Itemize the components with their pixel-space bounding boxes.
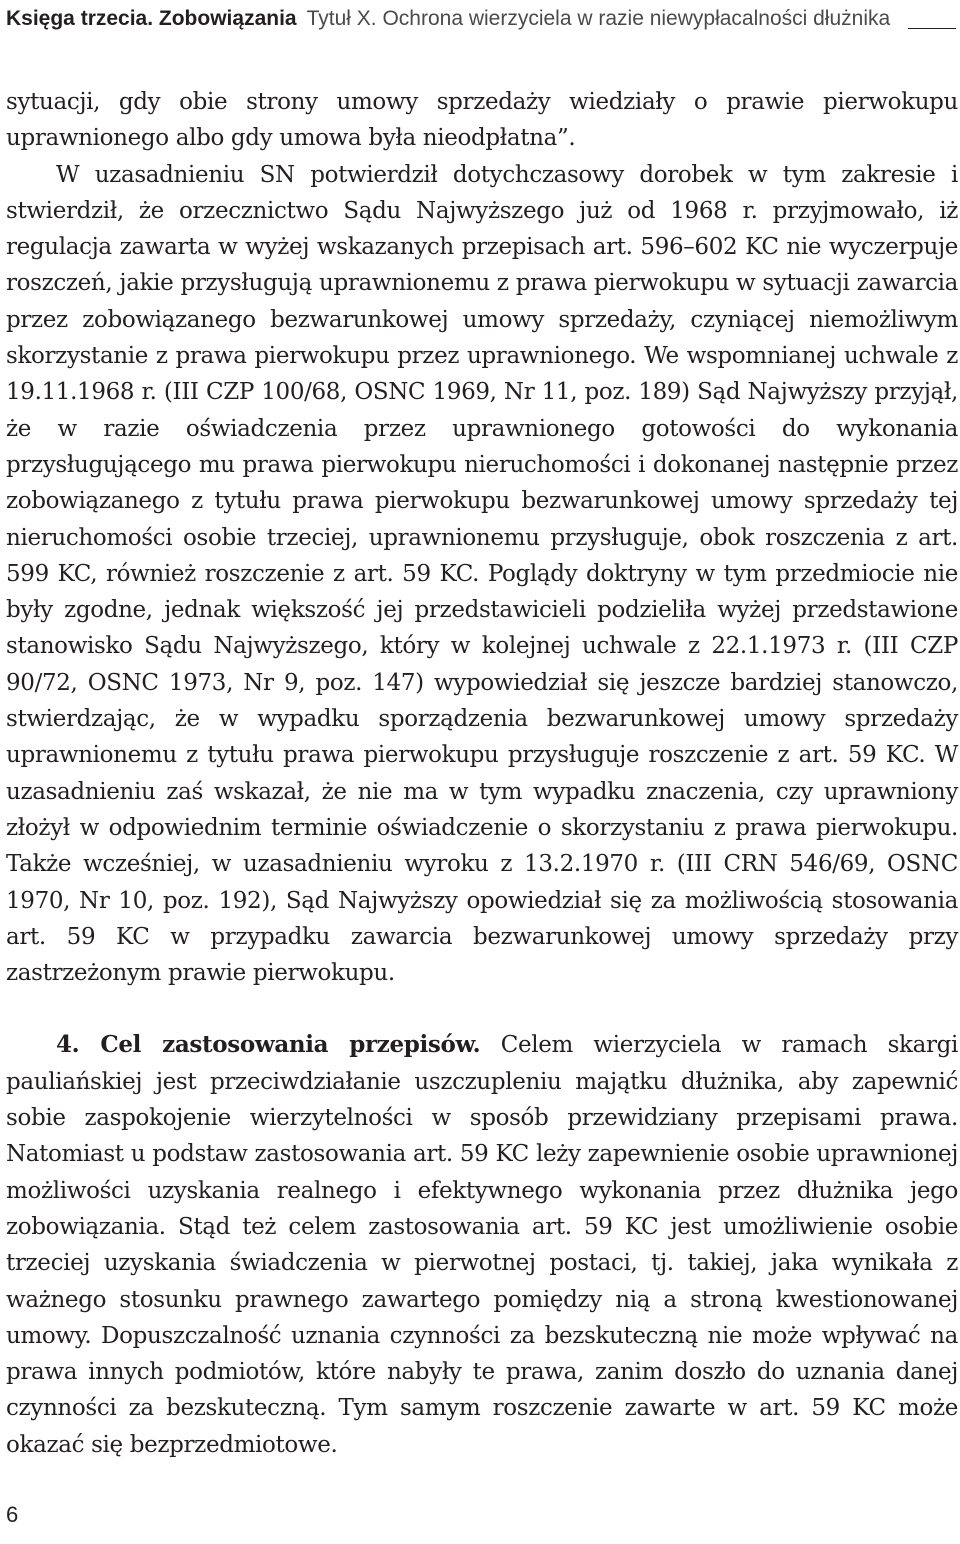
section-4-title: 4. Cel zastosowania przepisów.	[56, 1031, 481, 1059]
running-head-rule	[908, 28, 956, 29]
running-head-book: Księga trzecia. Zobowiązania	[6, 7, 297, 30]
running-head	[6, 2, 956, 36]
section-4-text: Celem wierzyciela w ramach skargi pauliańskiej jest przeciwdziałanie uszczupleniu majątku dłużnika, aby zapewnić sobie zaspokojenie wierzytelności w sposób przewidziany przepisami prawa. Natomiast u podstaw zastosowania art. 59 KC leży zapewnienie osobie uprawnionej możliwości uzyskania realnego i efektywnego wykonania przez dłużnika jego zobowiązania. Stąd też celem zastosowania art. 59 KC jest umożliwienie osobie trzeciej uzyskania świadczenia w pierwotnej postaci, tj. takiej, jaka wynikała z ważnego stosunku prawnego zawartego pomiędzy nią a stroną kwestionowanej umowy. Dopuszczalność uznania czynności za bezskuteczną nie może wpływać na prawa innych podmiotów, które nabyły te prawa, zanim doszło do uznania danej czynności za bezskuteczną. Tym samym roszczenie zawarte w art. 59 KC może okazać się bezprzedmiotowe.	[6, 1032, 959, 1458]
paragraph-continuation: sytuacji, gdy obie strony umowy sprzedaży wiedziały o prawie pierwokupu uprawnionego albo gdy umowa była nieodpłatna”.	[6, 89, 958, 152]
running-head-title: Tytuł X. Ochrona wierzyciela w razie niewypłacalności dłużnika	[306, 7, 891, 30]
page-body	[6, 84, 958, 1463]
paragraph-sn-reasoning: W uzasadnieniu SN potwierdził dotychczasowy dorobek w tym zakresie i stwierdził, że orzecznictwo Sądu Najwyższego już od 1968 r. przyjmowało, iż regulacja zawarta w wyżej wskazanych przepisach art. 596–602 KC nie wyczerpuje roszczeń, jakie przysługują uprawnionemu z prawa pierwokupu w sytuacji zawarcia przez zobowiązanego bezwarunkowej umowy sprzedaży, czyniącej niemożliwym skorzystanie z prawa pierwokupu przez uprawnionego. We wspomnianej uchwale z 19.11.1968 r. (III CZP 100/68, OSNC 1969, Nr 11, poz. 189) Sąd Najwyższy przyjął, że w razie oświadczenia przez uprawnionego gotowości do wykonania przysługującego mu prawa pierwokupu nieruchomości i dokonanej następnie przez zobowiązanego z tytułu prawa pierwokupu bezwarunkowej umowy sprzedaży tej nieruchomości osobie trzeciej, uprawnionemu przysługuje, obok roszczenia z art. 599 KC, również roszczenie z art. 59 KC. Poglądy doktryny w tym przedmiocie nie były zgodne, jednak większość jej przedstawicieli podzieliła wyżej przedstawione stanowisko Sądu Najwyższego, który w kolejnej uchwale z 22.1.1973 r. (III CZP 90/72, OSNC 1973, Nr 9, poz. 147) wypowiedział się jeszcze bardziej stanowczo, stwierdzając, że w wypadku sporządzenia bezwarunkowej umowy sprzedaży uprawnionemu z tytułu prawa pierwokupu przysługuje roszczenie z art. 59 KC. W uzasadnieniu zaś wskazał, że nie ma w tym wypadku znaczenia, czy uprawniony złożył w odpowiednim terminie oświadczenie o skorzystaniu z prawa pierwokupu. Także wcześniej, w uzasadnieniu wyroku z 13.2.1970 r. (III CRN 546/69, OSNC 1970, Nr 10, poz. 192), Sąd Najwyższy opowiedział się za możliwością stosowania art. 59 KC w przypadku zawarcia bezwarunkowej umowy sprzedaży przy zastrzeżonym prawie pierwokupu.	[6, 161, 958, 987]
section-4	[6, 1027, 958, 1463]
page-number: 6	[6, 1502, 19, 1527]
